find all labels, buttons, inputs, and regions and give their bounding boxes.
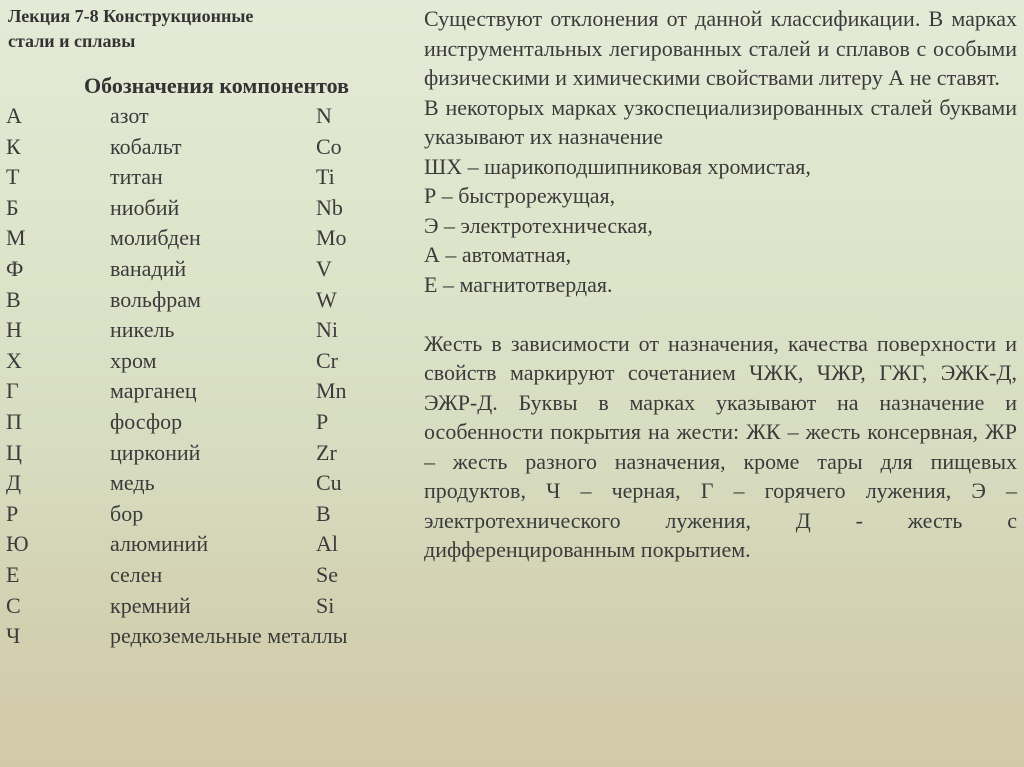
component-row [6, 529, 406, 560]
component-symbol: Si [316, 592, 335, 618]
component-symbol: Mn [316, 378, 347, 404]
component-letter: А [6, 103, 22, 128]
component-symbol: V [316, 255, 332, 281]
special-steels-intro: В некоторых марках узкоспециализированных сталей буквами указывают их назначение [424, 94, 1017, 149]
component-symbol: Nb [316, 194, 343, 220]
component-name: алюминий [110, 531, 209, 557]
component-name: ванадий [110, 255, 187, 281]
component-symbol: N [316, 103, 332, 128]
component-letter: К [6, 133, 21, 159]
deviations-paragraph: Существуют отклонения от данной классификации. В марках инструментальных легированных сталей и сплавов с особыми физическими и химическими свойствами литеру А не ставят. [424, 6, 1017, 90]
component-row [6, 254, 406, 285]
component-name: селен [110, 561, 163, 587]
component-row [6, 438, 406, 469]
component-name: вольфрам [110, 286, 201, 312]
component-row [6, 407, 406, 438]
component-name: кобальт [110, 133, 182, 159]
component-letter: Ю [6, 531, 29, 557]
component-symbol: W [316, 286, 337, 312]
components-heading: Обозначения компонентов [84, 73, 349, 98]
component-row [6, 101, 406, 132]
component-name: кремний [110, 592, 191, 618]
component-row [6, 376, 406, 407]
lecture-title-line-2: стали и сплавы [8, 31, 136, 51]
component-symbol: P [316, 408, 329, 434]
component-row [6, 346, 406, 377]
component-row [6, 132, 406, 163]
component-letter: Ч [6, 623, 21, 649]
component-name: хром [110, 347, 157, 373]
component-name: цирконий [110, 439, 201, 465]
component-letter: Р [6, 500, 19, 526]
component-letter: П [6, 408, 22, 434]
component-symbol: B [316, 500, 331, 526]
component-name: фосфор [110, 408, 183, 434]
component-name: никель [110, 317, 175, 343]
component-row [6, 162, 406, 193]
component-row [6, 315, 406, 346]
lecture-title [8, 4, 368, 54]
component-letter: Е [6, 561, 20, 587]
component-symbol: Se [316, 561, 338, 587]
component-letter: Г [6, 378, 19, 404]
component-row [6, 193, 406, 224]
component-letter: М [6, 225, 26, 251]
component-letter: В [6, 286, 21, 312]
component-letter: Ц [6, 439, 22, 465]
tin-paragraph: Жесть в зависимости от назначения, качества поверхности и свойств маркируют сочетанием ЧЖК, ЧЖР, ГЖГ, ЭЖК-Д, ЭЖР-Д. Буквы в марках указывают на назначение и особенности покрытия на жести: ЖК – жесть консервная, ЖР – жесть разного назначения, кроме тары для пищевых продуктов, Ч – черная, Г – горячего лужения, Э – электротехнического лужения, Д - жесть с дифференцированным покрытием. [424, 330, 1017, 562]
component-symbol: Ni [316, 317, 338, 343]
component-letter: Х [6, 347, 22, 373]
lecture-title-line-1: Лекция 7-8 Конструкционные [8, 6, 254, 26]
paragraph-gap [424, 299, 1017, 329]
component-letter: С [6, 592, 21, 618]
component-symbol: Zr [316, 439, 337, 465]
component-row [6, 468, 406, 499]
component-letter: Н [6, 317, 22, 343]
component-row [6, 223, 406, 254]
component-name: молибден [110, 225, 201, 251]
component-name: титан [110, 164, 163, 190]
component-symbol: Al [316, 531, 338, 557]
right-text-block [424, 4, 1017, 565]
component-name: ниобий [110, 194, 180, 220]
component-name: азот [110, 103, 149, 128]
component-symbol: Cr [316, 347, 338, 373]
special-item-a: А – автоматная, [424, 242, 572, 267]
special-item-e-electro: Э – электротехническая, [424, 212, 653, 238]
component-row [6, 591, 406, 622]
component-name: бор [110, 500, 144, 526]
component-letter: Т [6, 164, 20, 190]
component-row [6, 499, 406, 530]
special-item-r: Р – быстрорежущая, [424, 183, 616, 208]
special-item-shkh: ШХ – шарикоподшипниковая хромистая, [424, 153, 811, 179]
component-name: марганец [110, 378, 197, 404]
component-symbol: Ti [316, 164, 335, 190]
component-name: редкоземельные металлы [110, 623, 348, 649]
component-letter: Д [6, 470, 22, 496]
component-letter: Ф [6, 255, 24, 281]
component-row [6, 285, 406, 316]
component-symbol: Mo [316, 225, 347, 251]
component-name: медь [110, 470, 155, 496]
component-symbol: Co [316, 133, 342, 159]
special-item-e-magnet: Е – магнитотвердая. [424, 271, 613, 297]
component-symbol: Cu [316, 470, 342, 496]
component-row [6, 560, 406, 591]
component-row [6, 621, 406, 652]
components-table [6, 101, 406, 652]
component-letter: Б [6, 194, 19, 220]
